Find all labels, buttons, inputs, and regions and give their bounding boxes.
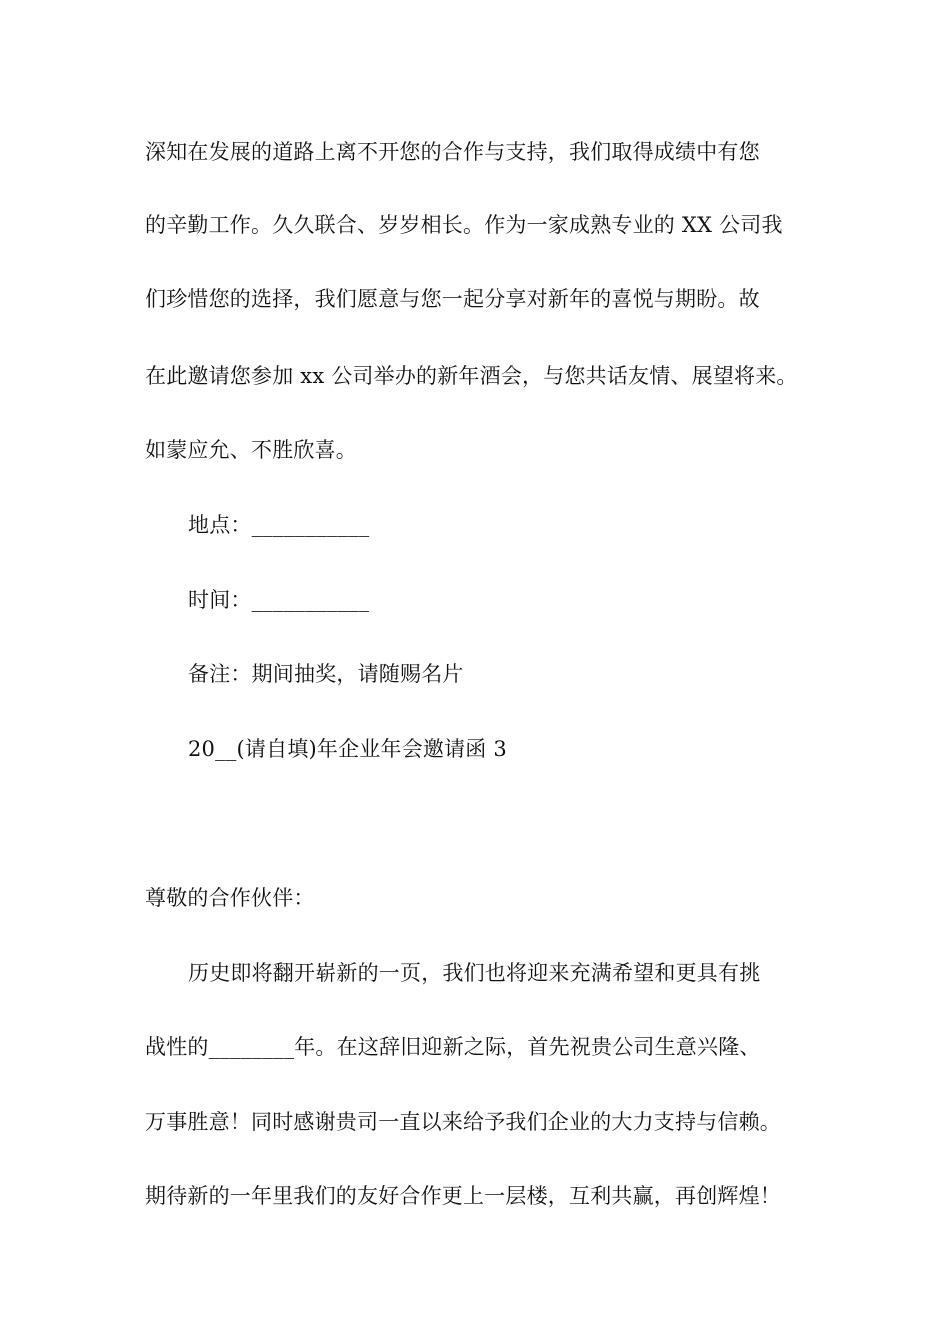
paragraph-line: 战性的________年。在这辞旧迎新之际，首先祝贵公司生意兴隆、	[145, 1035, 761, 1059]
paragraph-line: 历史即将翻开崭新的一页，我们也将迎来充满希望和更具有挑	[188, 961, 761, 985]
paragraph-line: 深知在发展的道路上离不开您的合作与支持，我们取得成绩中有您	[145, 140, 760, 164]
salutation: 尊敬的合作伙伴：	[145, 886, 315, 910]
paragraph-line: 在此邀请您参加 xx 公司举办的新年酒会，与您共话友情、展望将来。	[145, 364, 798, 388]
paragraph-line: 们珍惜您的选择，我们愿意与您一起分享对新年的喜悦与期盼。故	[145, 287, 760, 311]
paragraph-line: 的辛勤工作。久久联合、岁岁相长。作为一家成熟专业的 XX 公司我	[145, 213, 783, 237]
paragraph-line: 期待新的一年里我们的友好合作更上一层楼，互利共赢，再创辉煌！	[145, 1184, 781, 1208]
section-heading: 20__(请自填)年企业年会邀请函 3	[188, 737, 507, 761]
remark-line: 备注：期间抽奖，请随赐名片	[188, 662, 464, 686]
time-field: 时间：___________	[188, 588, 370, 612]
paragraph-line: 万事胜意！同时感谢贵司一直以来给予我们企业的大力支持与信赖。	[145, 1110, 781, 1134]
location-field: 地点：___________	[188, 513, 370, 537]
paragraph-line: 如蒙应允、不胜欣喜。	[145, 438, 357, 462]
